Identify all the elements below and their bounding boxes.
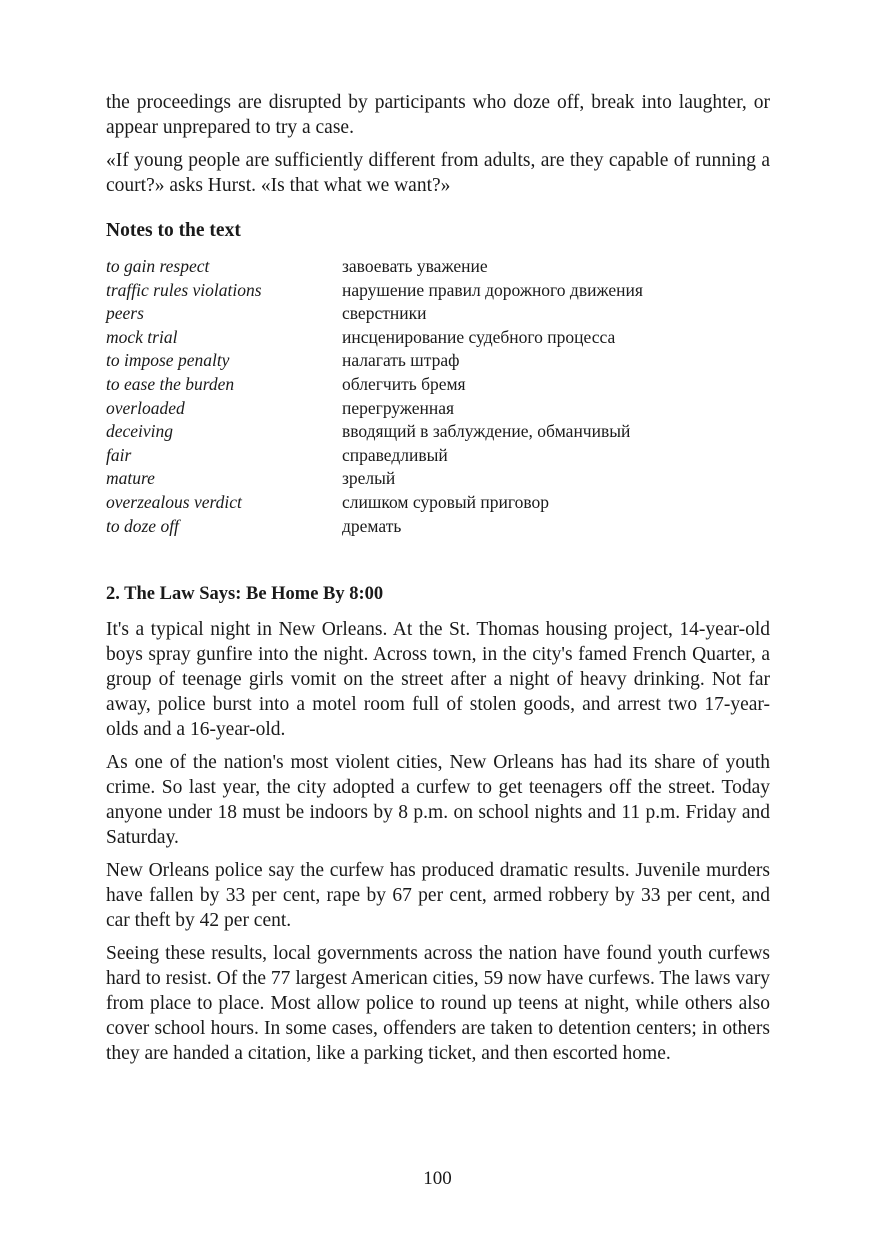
glossary-row (106, 491, 770, 515)
glossary-term: traffic rules violations (106, 279, 262, 300)
section-paragraph: Seeing these results, local governments across the nation have found youth curfews hard to resist. Of the 77 largest American cities, 59 now have curfews. The laws vary from place to place. Most allow police to round up teens at night, while others also cover school hours. In some cases, offenders are taken to detention centers; in others they are handed a citation, like a parking ticket, and then escorted home. (106, 943, 770, 1065)
glossary-translation: дремать (342, 515, 402, 536)
intro-paragraph: «If young people are sufficiently different from adults, are they capable of running a court?» asks Hurst. «Is that what we want?» (106, 150, 770, 196)
section-paragraph: New Orleans police say the curfew has produced dramatic results. Juvenile murders have fallen by 33 per cent, rape by 67 per cent, armed robbery by 33 per cent, and car theft by 42 per cent. (106, 860, 770, 932)
section-heading: 2. The Law Says: Be Home By 8:00 (106, 584, 384, 605)
glossary-row (106, 279, 770, 303)
glossary-term: mock trial (106, 326, 178, 347)
glossary-row (106, 420, 770, 444)
glossary-row (106, 373, 770, 397)
glossary-row (106, 255, 770, 279)
glossary-term: overloaded (106, 397, 185, 418)
glossary-translation: вводящий в заблуждение, обманчивый (342, 421, 631, 442)
glossary-translation: слишком суровый приговор (342, 491, 549, 512)
glossary-term: to doze off (106, 515, 179, 536)
glossary-term: to gain respect (106, 256, 210, 276)
intro-paragraph: the proceedings are disrupted by participants who doze off, break into laughter, or appear unprepared to try a case. (106, 92, 770, 138)
glossary-row (106, 515, 770, 539)
glossary-term: peers (106, 303, 144, 324)
glossary-row (106, 349, 770, 373)
glossary-translation: зрелый (342, 468, 396, 489)
glossary-translation: налагать штраф (342, 350, 460, 371)
glossary-term: to impose penalty (106, 350, 230, 371)
section-paragraph: As one of the nation's most violent cities, New Orleans has had its share of youth crime. So last year, the city adopted a curfew to get teenagers off the street. Today anyone under 18 must be indoors by 8 p.m. on school nights and 11 p.m. Friday and Saturday. (106, 752, 770, 849)
glossary-term: deceiving (106, 421, 174, 442)
glossary-translation: нарушение правил дорожного движения (342, 279, 643, 300)
section-paragraph: It's a typical night in New Orleans. At the St. Thomas housing project, 14-year-old boys spray gunfire into the night. Across town, in the city's famed French Quarter, a group of teenage girls vomit on the street after a night of heavy drinking. Not far away, police burst into a motel room full of stolen goods, and arrest two 17-year-olds and a 16-year-old. (106, 619, 770, 741)
glossary-term: mature (106, 468, 155, 489)
glossary-translation: сверстники (342, 303, 427, 324)
glossary-term: overzealous verdict (106, 491, 242, 512)
glossary-row (106, 397, 770, 421)
glossary-translation: справедливый (342, 444, 448, 465)
glossary-row (106, 326, 770, 350)
glossary-row (106, 444, 770, 468)
glossary-row (106, 467, 770, 491)
glossary-translation: завоевать уважение (342, 256, 488, 276)
glossary-translation: облегчить бремя (342, 373, 466, 394)
glossary-translation: перегруженная (342, 397, 455, 418)
glossary-translation: инсценирование судебного процесса (342, 326, 616, 347)
glossary-row (106, 302, 770, 326)
notes-heading: Notes to the text (106, 220, 241, 241)
page-number: 100 (423, 1168, 452, 1189)
page-content (106, 90, 770, 1074)
glossary-term: fair (106, 444, 132, 465)
glossary-list (106, 255, 770, 538)
glossary-term: to ease the burden (106, 373, 235, 394)
